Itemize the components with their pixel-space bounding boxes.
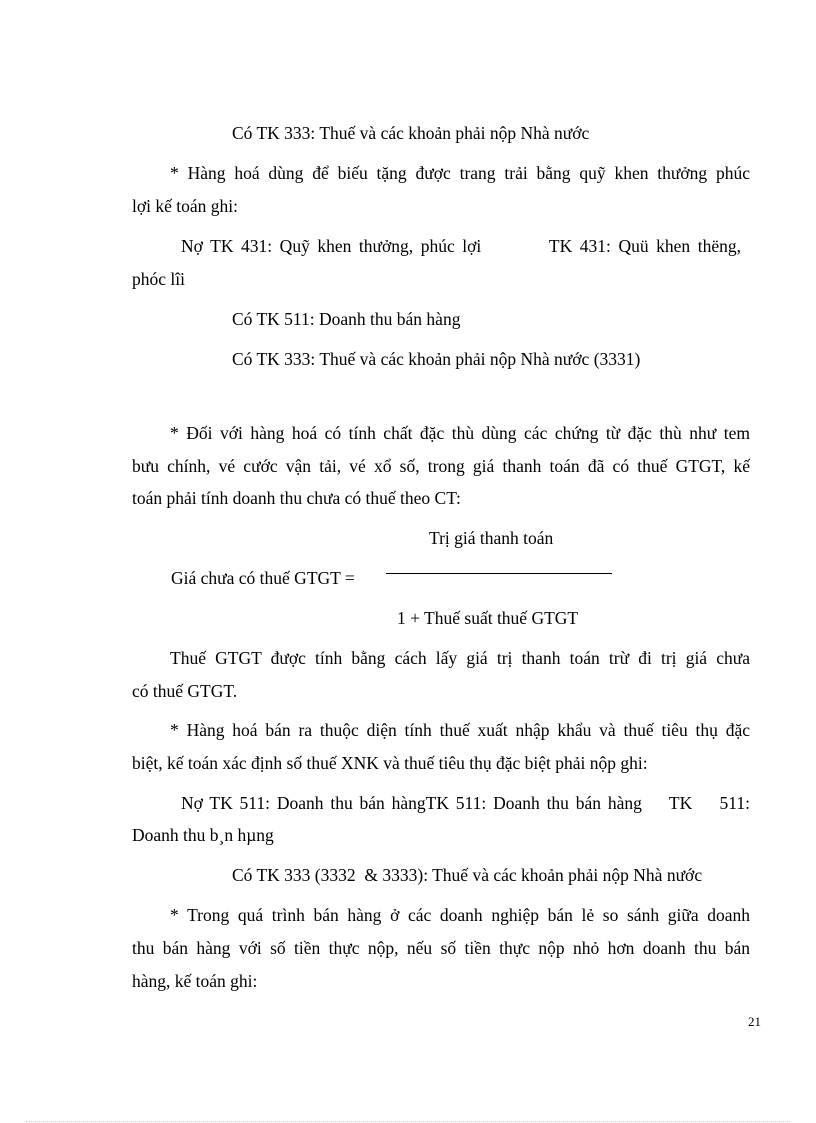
- text-line: Có TK 333 (3332 & 3333): Thuế và các khoản phải nộp Nhà nước: [232, 865, 703, 885]
- text-line: Nợ TK 431: Quỹ khen thưởng, phúc lợi TK 431: Quü khen thëng,: [181, 236, 741, 256]
- text-line: phóc lîi: [132, 269, 185, 289]
- text-line: * Trong quá trình bán hàng ở các doanh nghiệp bán lẻ so sánh giữa doanh: [170, 905, 750, 925]
- text-line: * Hàng hoá dùng để biếu tặng được trang trải bằng quỹ khen thưởng phúc: [170, 163, 750, 183]
- page-number: 21: [748, 1014, 761, 1029]
- text-line: thu bán hàng với số tiền thực nộp, nếu số tiền thực nộp nhỏ hơn doanh thu bán: [132, 938, 750, 958]
- fraction-denominator: 1 + Thuế suất thuế GTGT: [397, 608, 579, 628]
- fraction-rule: [386, 573, 612, 574]
- text-line: có thuế GTGT.: [132, 681, 238, 701]
- text-line: toán phải tính doanh thu chưa có thuế theo CT:: [132, 488, 461, 508]
- text-line: Có TK 333: Thuế và các khoản phải nộp Nhà nước (3331): [232, 349, 641, 369]
- text-line: hàng, kế toán ghi:: [132, 971, 258, 991]
- text-line: biệt, kế toán xác định số thuế XNK và thuế tiêu thụ đặc biệt phải nộp ghi:: [132, 753, 648, 773]
- text-line: * Đối với hàng hoá có tính chất đặc thù dùng các chứng từ đặc thù như tem: [170, 423, 750, 443]
- text-line: Thuế GTGT được tính bằng cách lấy giá trị thanh toán trừ đi trị giá chưa: [170, 648, 750, 668]
- text-line: * Hàng hoá bán ra thuộc diện tính thuế xuất nhập khẩu và thuế tiêu thụ đặc: [170, 720, 750, 740]
- text-line: Doanh thu b¸n hµng: [132, 825, 274, 845]
- page-bottom-border: [26, 1121, 790, 1122]
- text-line: Có TK 333: Thuế và các khoản phải nộp Nhà nước: [232, 123, 590, 143]
- text-line: Có TK 511: Doanh thu bán hàng: [232, 309, 461, 329]
- fraction-numerator: Trị giá thanh toán: [429, 528, 554, 548]
- text-line: Nợ TK 511: Doanh thu bán hàngTK 511: Doanh thu bán hàng TK 511:: [181, 793, 750, 813]
- text-line: lợi kế toán ghi:: [132, 196, 238, 216]
- fraction-label: Giá chưa có thuế GTGT =: [171, 568, 355, 588]
- text-line: bưu chính, vé cước vận tải, vé xổ số, trong giá thanh toán đã có thuế GTGT, kế: [132, 456, 750, 476]
